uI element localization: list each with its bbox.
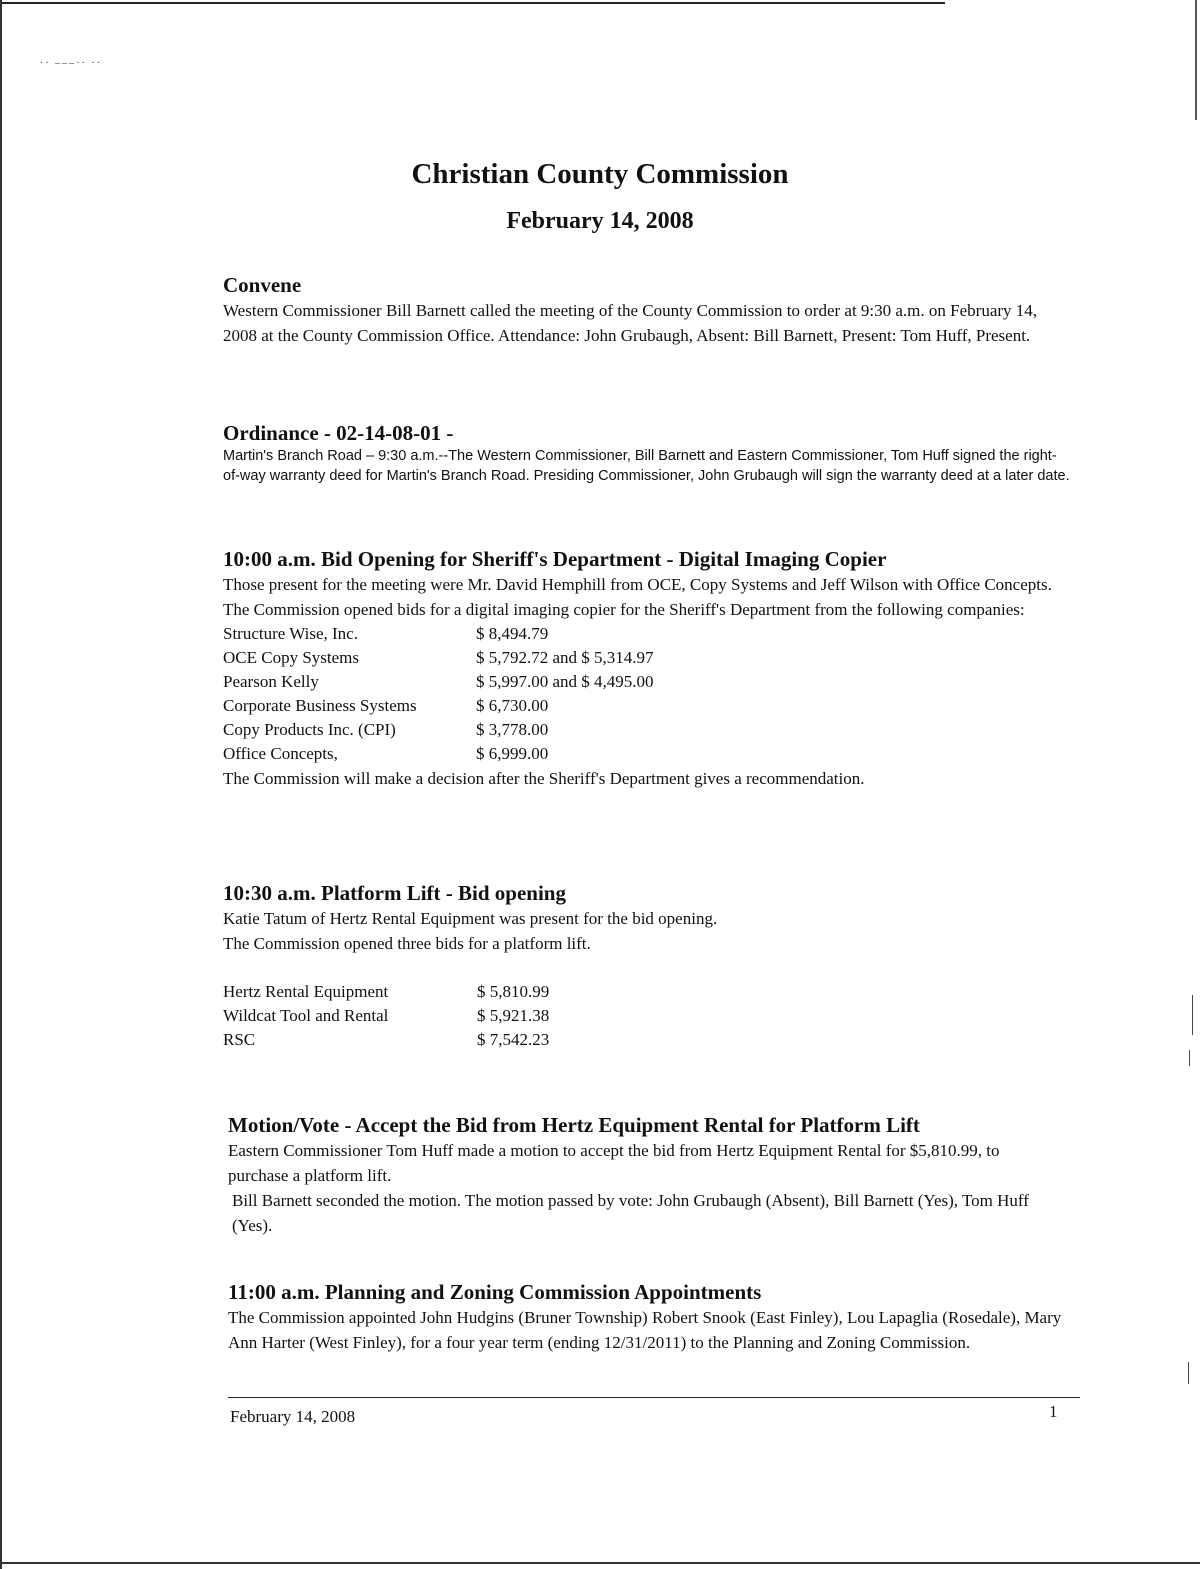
bid-amount: $ 6,730.00 — [476, 696, 549, 715]
table-row — [223, 742, 654, 766]
attendees-text: Katie Tatum of Hertz Rental Equipment was present for the bid opening. — [223, 909, 718, 928]
page-date: February 14, 2008 — [506, 208, 694, 234]
lift-bid-table — [223, 980, 549, 1052]
company-name: Corporate Business Systems — [223, 696, 417, 715]
section-heading: Convene — [223, 273, 302, 297]
table-row — [223, 694, 654, 718]
section-heading: 10:00 a.m. Bid Opening for Sheriff's Department - Digital Imaging Copier — [223, 547, 887, 571]
table-row — [223, 646, 654, 670]
bid-amount: $ 6,999.00 — [476, 744, 549, 763]
page-title: Christian County Commission — [411, 158, 789, 190]
table-row — [223, 718, 654, 742]
section-motion-vote — [228, 1112, 1088, 1238]
section-body: Martin's Branch Road – 9:30 a.m.--The Western Commissioner, Bill Barnett and Eastern Commissioner, Tom Huff signed the right-of-way warranty deed for Martin's Branch Road. Presiding Commissioner, John Grubaugh will sign the warranty deed at a later date. — [223, 448, 1070, 484]
company-name: Wildcat Tool and Rental — [223, 1006, 389, 1025]
section-body: Western Commissioner Bill Barnett called the meeting of the County Commission to order at 9:30 a.m. on February 14, 2008 at the County Commission Office. Attendance: John Grubaugh, Absent: Bill Barnett, Present: Tom Huff, Present. — [223, 301, 1038, 345]
section-heading: Motion/Vote - Accept the Bid from Hertz Equipment Rental for Platform Lift — [228, 1113, 920, 1137]
footer-date: February 14, 2008 — [230, 1407, 356, 1426]
page-number: 1 — [1049, 1402, 1058, 1421]
bid-amount: $ 8,494.79 — [476, 624, 549, 643]
intro-text: The Commission opened three bids for a platform lift. — [223, 934, 591, 953]
scan-edge-bottom — [0, 1562, 1200, 1564]
table-row — [223, 980, 549, 1004]
scan-specks: ·· ‒‒‒·· ·· — [40, 58, 102, 69]
scan-mark — [1188, 1362, 1189, 1384]
company-name: RSC — [223, 1030, 256, 1049]
bid-amount: $ 3,778.00 — [476, 720, 549, 739]
bid-amount: $ 5,810.99 — [477, 982, 550, 1001]
closing-text: The Commission will make a decision after the Sheriff's Department gives a recommendation. — [223, 769, 865, 788]
table-row — [223, 670, 654, 694]
company-name: Structure Wise, Inc. — [223, 624, 358, 643]
section-heading: 11:00 a.m. Planning and Zoning Commission Appointments — [228, 1280, 762, 1304]
scan-mark — [1189, 1050, 1190, 1066]
company-name: Copy Products Inc. (CPI) — [223, 720, 396, 739]
table-row — [223, 1028, 549, 1052]
vote-text: Bill Barnett seconded the motion. The motion passed by vote: John Grubaugh (Absent), Bill Barnett (Yes), Tom Huff (Yes). — [232, 1191, 1029, 1235]
section-heading: Ordinance - 02-14-08-01 - — [223, 421, 454, 445]
scan-mark — [1192, 995, 1193, 1035]
bid-amount: $ 7,542.23 — [477, 1030, 550, 1049]
table-row — [223, 1004, 549, 1028]
scan-edge-right — [1195, 0, 1197, 120]
scan-edge-top — [0, 2, 945, 4]
section-platform-lift — [223, 880, 1083, 1052]
company-name: Office Concepts, — [223, 744, 338, 763]
company-name: OCE Copy Systems — [223, 648, 360, 667]
section-planning-zoning — [228, 1279, 1088, 1355]
bid-amount: $ 5,792.72 and $ 5,314.97 — [476, 648, 654, 667]
company-name: Hertz Rental Equipment — [223, 982, 389, 1001]
attendees-text: Those present for the meeting were Mr. David Hemphill from OCE, Copy Systems and Jeff Wilson with Office Concepts. — [223, 575, 1052, 594]
section-copier-bids — [223, 546, 1083, 791]
motion-text: Eastern Commissioner Tom Huff made a motion to accept the bid from Hertz Equipment Rental for $5,810.99, to purchase a platform lift. — [228, 1141, 1000, 1185]
company-name: Pearson Kelly — [223, 672, 319, 691]
copier-bid-table — [223, 622, 654, 766]
section-body: The Commission appointed John Hudgins (Bruner Township) Robert Snook (East Finley), Lou Lapaglia (Rosedale), Mary Ann Harter (West Finley), for a four year term (ending 12/31/2011) to the Planning and Zoning Commission. — [228, 1308, 1062, 1352]
table-row — [223, 622, 654, 646]
section-ordinance — [223, 420, 1083, 486]
section-convene — [223, 272, 1083, 348]
bid-amount: $ 5,997.00 and $ 4,495.00 — [476, 672, 654, 691]
intro-text: The Commission opened bids for a digital imaging copier for the Sheriff's Department from the following companies: — [223, 600, 1025, 619]
scan-edge-left — [0, 0, 2, 1569]
section-heading: 10:30 a.m. Platform Lift - Bid opening — [223, 881, 566, 905]
bid-amount: $ 5,921.38 — [477, 1006, 550, 1025]
footer-divider — [228, 1397, 1080, 1398]
